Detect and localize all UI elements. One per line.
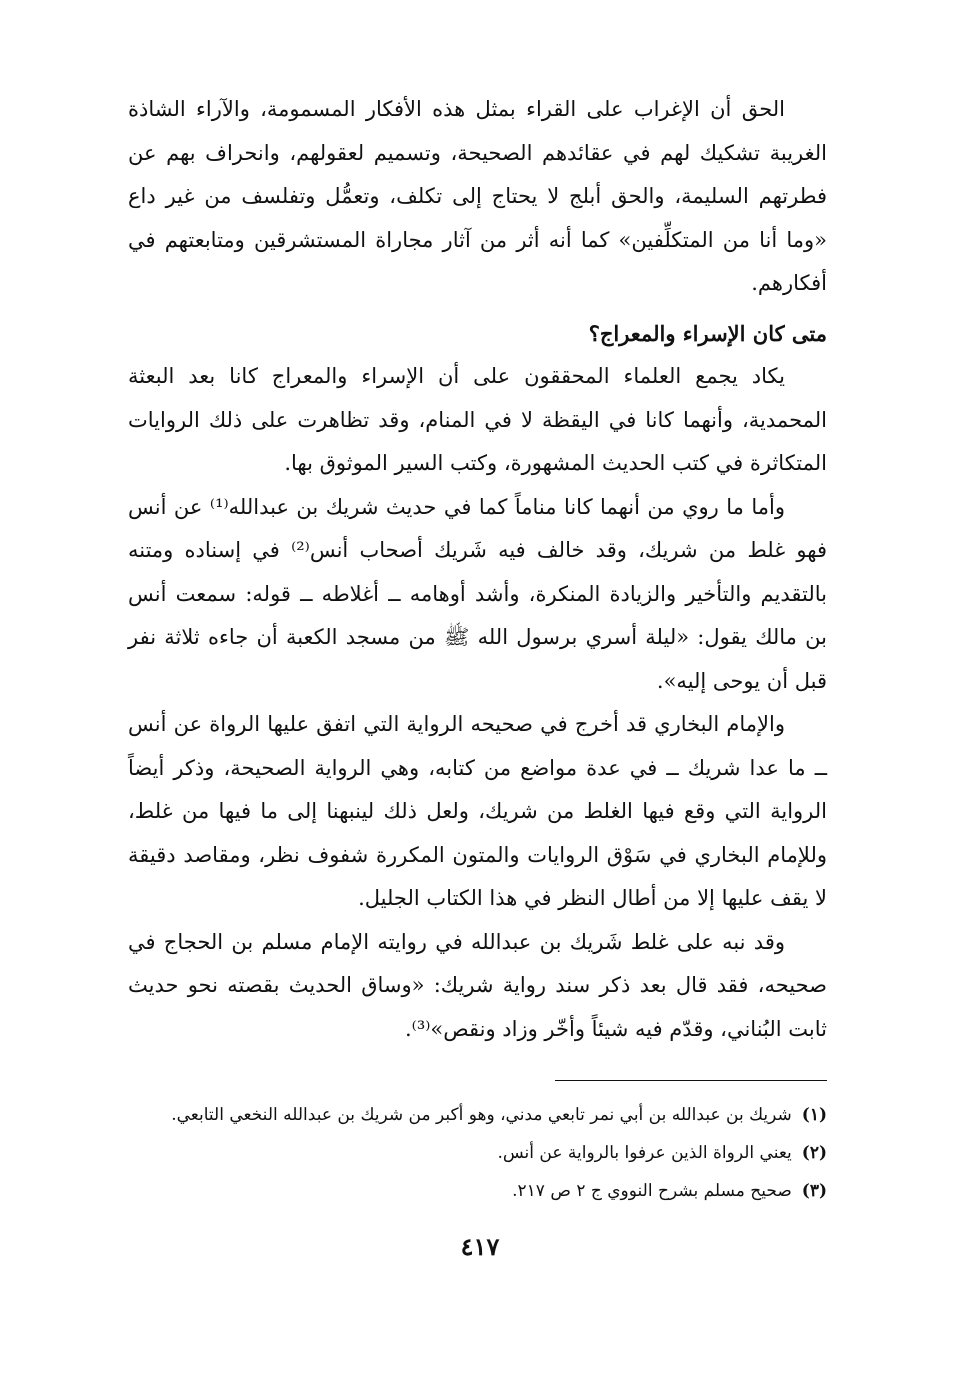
page-number: ٤١٧ — [460, 1232, 500, 1261]
paragraph-4: والإمام البخاري قد أخرج في صحيحه الرواية التي اتفق عليها الرواة عن أنس ــ ما عدا شريك ــ في عدة مواضع من كتابه، وهي الرواية الصحيحة، وذكر أيضاً الرواية التي وقع فيها الغلط من شريك، ولعل ذلك لينبهنا إلى ما فيها من غلط، وللإمام البخاري في سَوْق الروايات والمتون المكررة شفوف نظر، ومقاصد دقيقة لا يقف عليها إلا من أطال النظر في هذا الكتاب الجليل. — [128, 712, 827, 910]
footnote-1 — [128, 1096, 827, 1134]
footnote-2 — [128, 1134, 827, 1172]
footnote-3-text: صحيح مسلم بشرح النووي ج ٢ ص ٢١٧. — [512, 1181, 792, 1201]
footnote-3 — [128, 1172, 827, 1210]
footnote-2-number: (٢) — [801, 1143, 827, 1163]
paragraph-3: وأما ما روي من أنهما كانا مناماً كما في حديث شريك بن عبدالله⁽¹⁾ عن أنس فهو غلط من شريك، وقد خالف فيه شَريك أصحاب أنس⁽²⁾ في إسناده ومتنه بالتقديم والتأخير والزيادة المنكرة، وأشد أوهامه ــ أغلاطه ــ قوله: سمعت أنس بن مالك يقول: «ليلة أسري برسول الله ﷺ من مسجد الكعبة أن جاءه ثلاثة نفر قبل أن يوحى إليه». — [128, 494, 827, 693]
footnote-divider — [555, 1080, 827, 1081]
footnote-3-number: (٣) — [801, 1181, 827, 1201]
footnote-1-text: شريك بن عبدالله بن أبي نمر تابعي مدني، وهو أكبر من شريك بن عبدالله النخعي التابعي. — [171, 1105, 792, 1125]
paragraph-5: وقد نبه على غلط شَريك بن عبدالله في روايته الإمام مسلم بن الحجاج في صحيحه، فقد قال بعد ذكر سند رواية شريك: «وساق الحديث بقصته نحو حديث ثابت البُناني، وقدّم فيه شيئاً وأخّر وزاد ونقص»⁽³⁾. — [128, 929, 827, 1041]
footnote-2-text: يعني الرواة الذين عرفوا بالرواية عن أنس. — [497, 1143, 792, 1163]
page-body — [128, 88, 827, 1051]
footnotes — [128, 1096, 827, 1210]
section-heading: متى كان الإسراء والمعراج؟ — [588, 320, 827, 346]
footnote-1-number: (١) — [801, 1105, 827, 1125]
paragraph-1: الحق أن الإغراب على القراء بمثل هذه الأفكار المسمومة، والآراء الشاذة الغريبة تشكيك لهم في عقائدهم الصحيحة، وتسميم لعقولهم، وانحراف بهم عن فطرتهم السليمة، والحق أبلج لا يحتاج إلى تكلف، وتعمُّل وتفلسف من غير داع «وما أنا من المتكلِّفين» كما أنه أثر من آثار مجاراة المستشرقين ومتابعتهم في أفكارهم. — [128, 97, 827, 295]
paragraph-2: يكاد يجمع العلماء المحققون على أن الإسراء والمعراج كانا بعد البعثة المحمدية، وأنهما كانا في اليقظة لا في المنام، وقد تظاهرت على ذلك الروايات المتكاثرة في كتب الحديث المشهورة، وكتب السير الموثوق بها. — [128, 364, 827, 475]
